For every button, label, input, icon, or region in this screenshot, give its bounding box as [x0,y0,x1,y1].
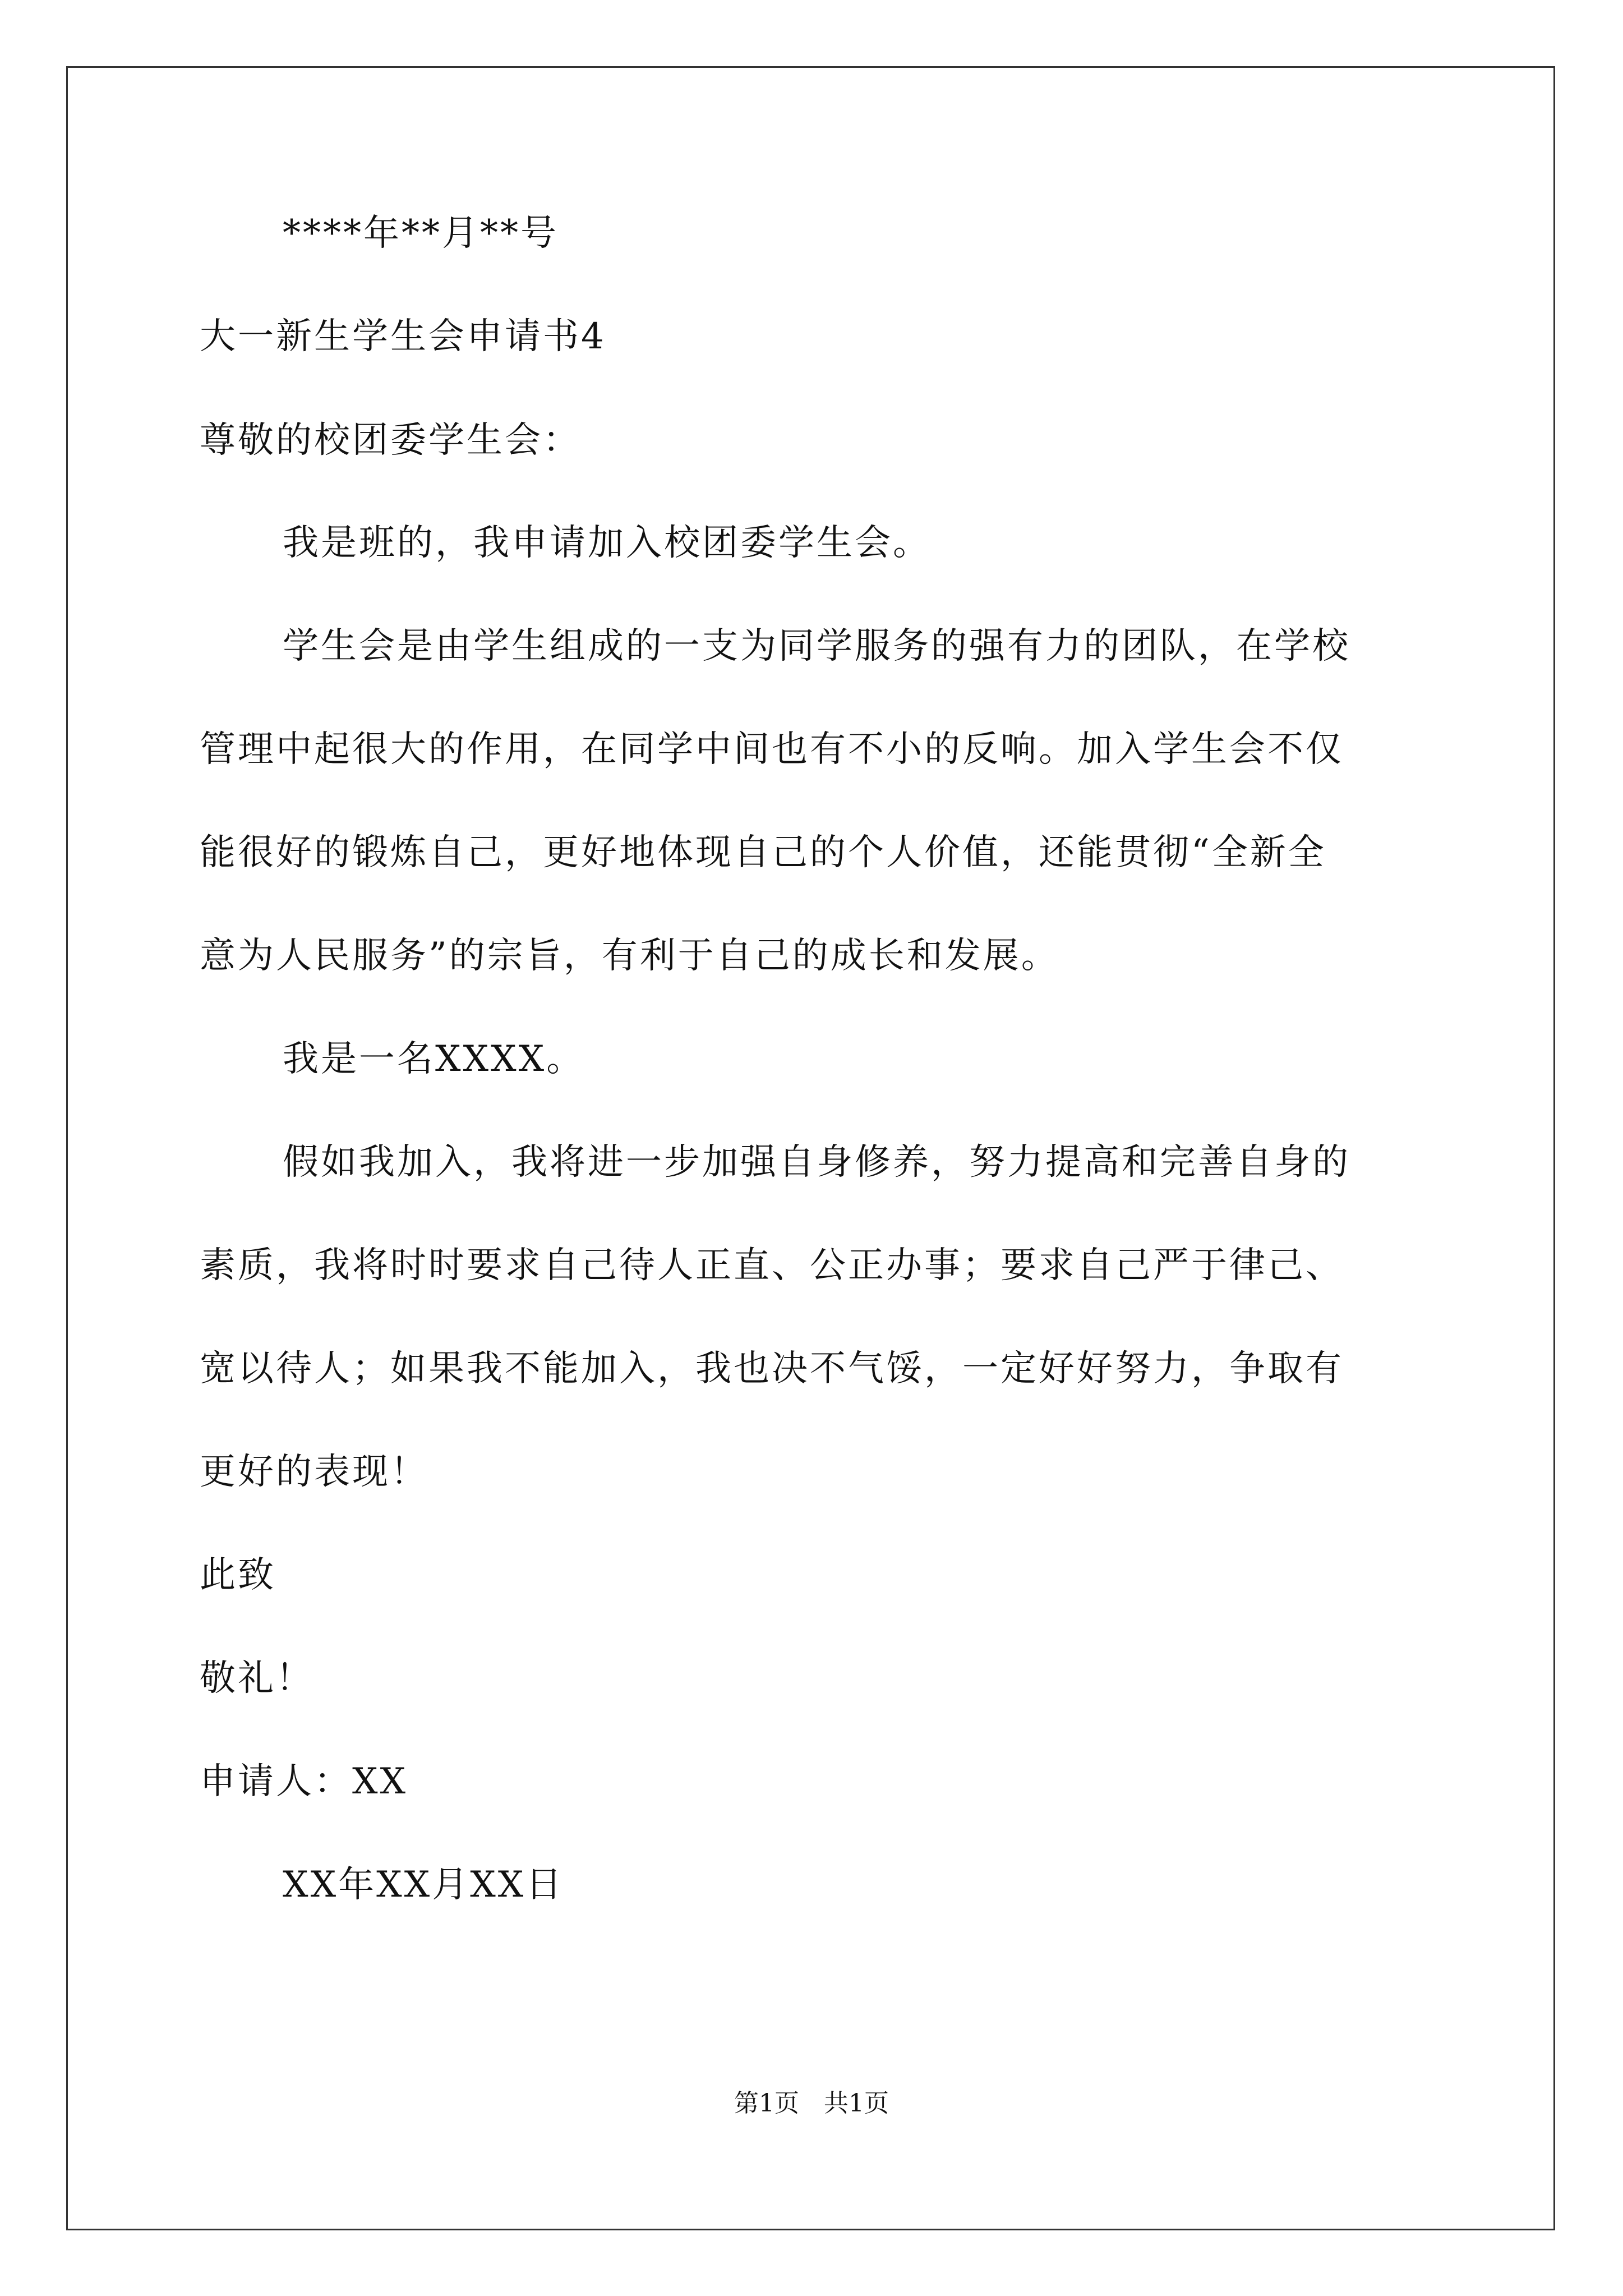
paragraph-3: 我是一名XXXX。 [283,1038,585,1080]
page-footer [0,2087,1623,2120]
paragraph-4-line: 宽以待人；如果我不能加入，我也决不气馁，一定好好努力，争取有 [200,1348,1344,1389]
paragraph-4-line: 假如我加入，我将进一步加强自身修养，努力提高和完善自身的 [283,1142,1350,1183]
paragraph-1: 我是班的，我申请加入校团委学生会。 [283,522,931,564]
salutation: 尊敬的校团委学生会： [200,420,581,461]
paragraph-4-line: 素质，我将时时要求自己待人正直、公正办事；要求自己严于律己、 [200,1245,1344,1286]
page-total: 共1页 [824,2089,889,2118]
paragraph-2-line: 意为人民服务”的宗旨，有利于自己的成长和发展。 [200,935,1059,977]
closing-1: 此致 [200,1554,276,1596]
page-current: 第1页 [734,2089,799,2118]
date-placeholder: ****年**月**号 [283,213,559,254]
paragraph-2-line: 学生会是由学生组成的一支为同学服务的强有力的团队，在学校 [283,625,1350,667]
closing-2: 敬礼！ [200,1658,314,1699]
document-title: 大一新生学生会申请书4 [200,316,606,357]
paragraph-4-line: 更好的表现！ [200,1451,428,1493]
paragraph-2-line: 能很好的锻炼自己，更好地体现自己的个人价值，还能贯彻“全新全 [200,832,1326,873]
applicant: 申请人：XX [200,1761,408,1802]
signature-date: XX年XX月XX日 [283,1864,564,1906]
paragraph-2-line: 管理中起很大的作用，在同学中间也有不小的反响。加入学生会不仅 [200,729,1344,770]
